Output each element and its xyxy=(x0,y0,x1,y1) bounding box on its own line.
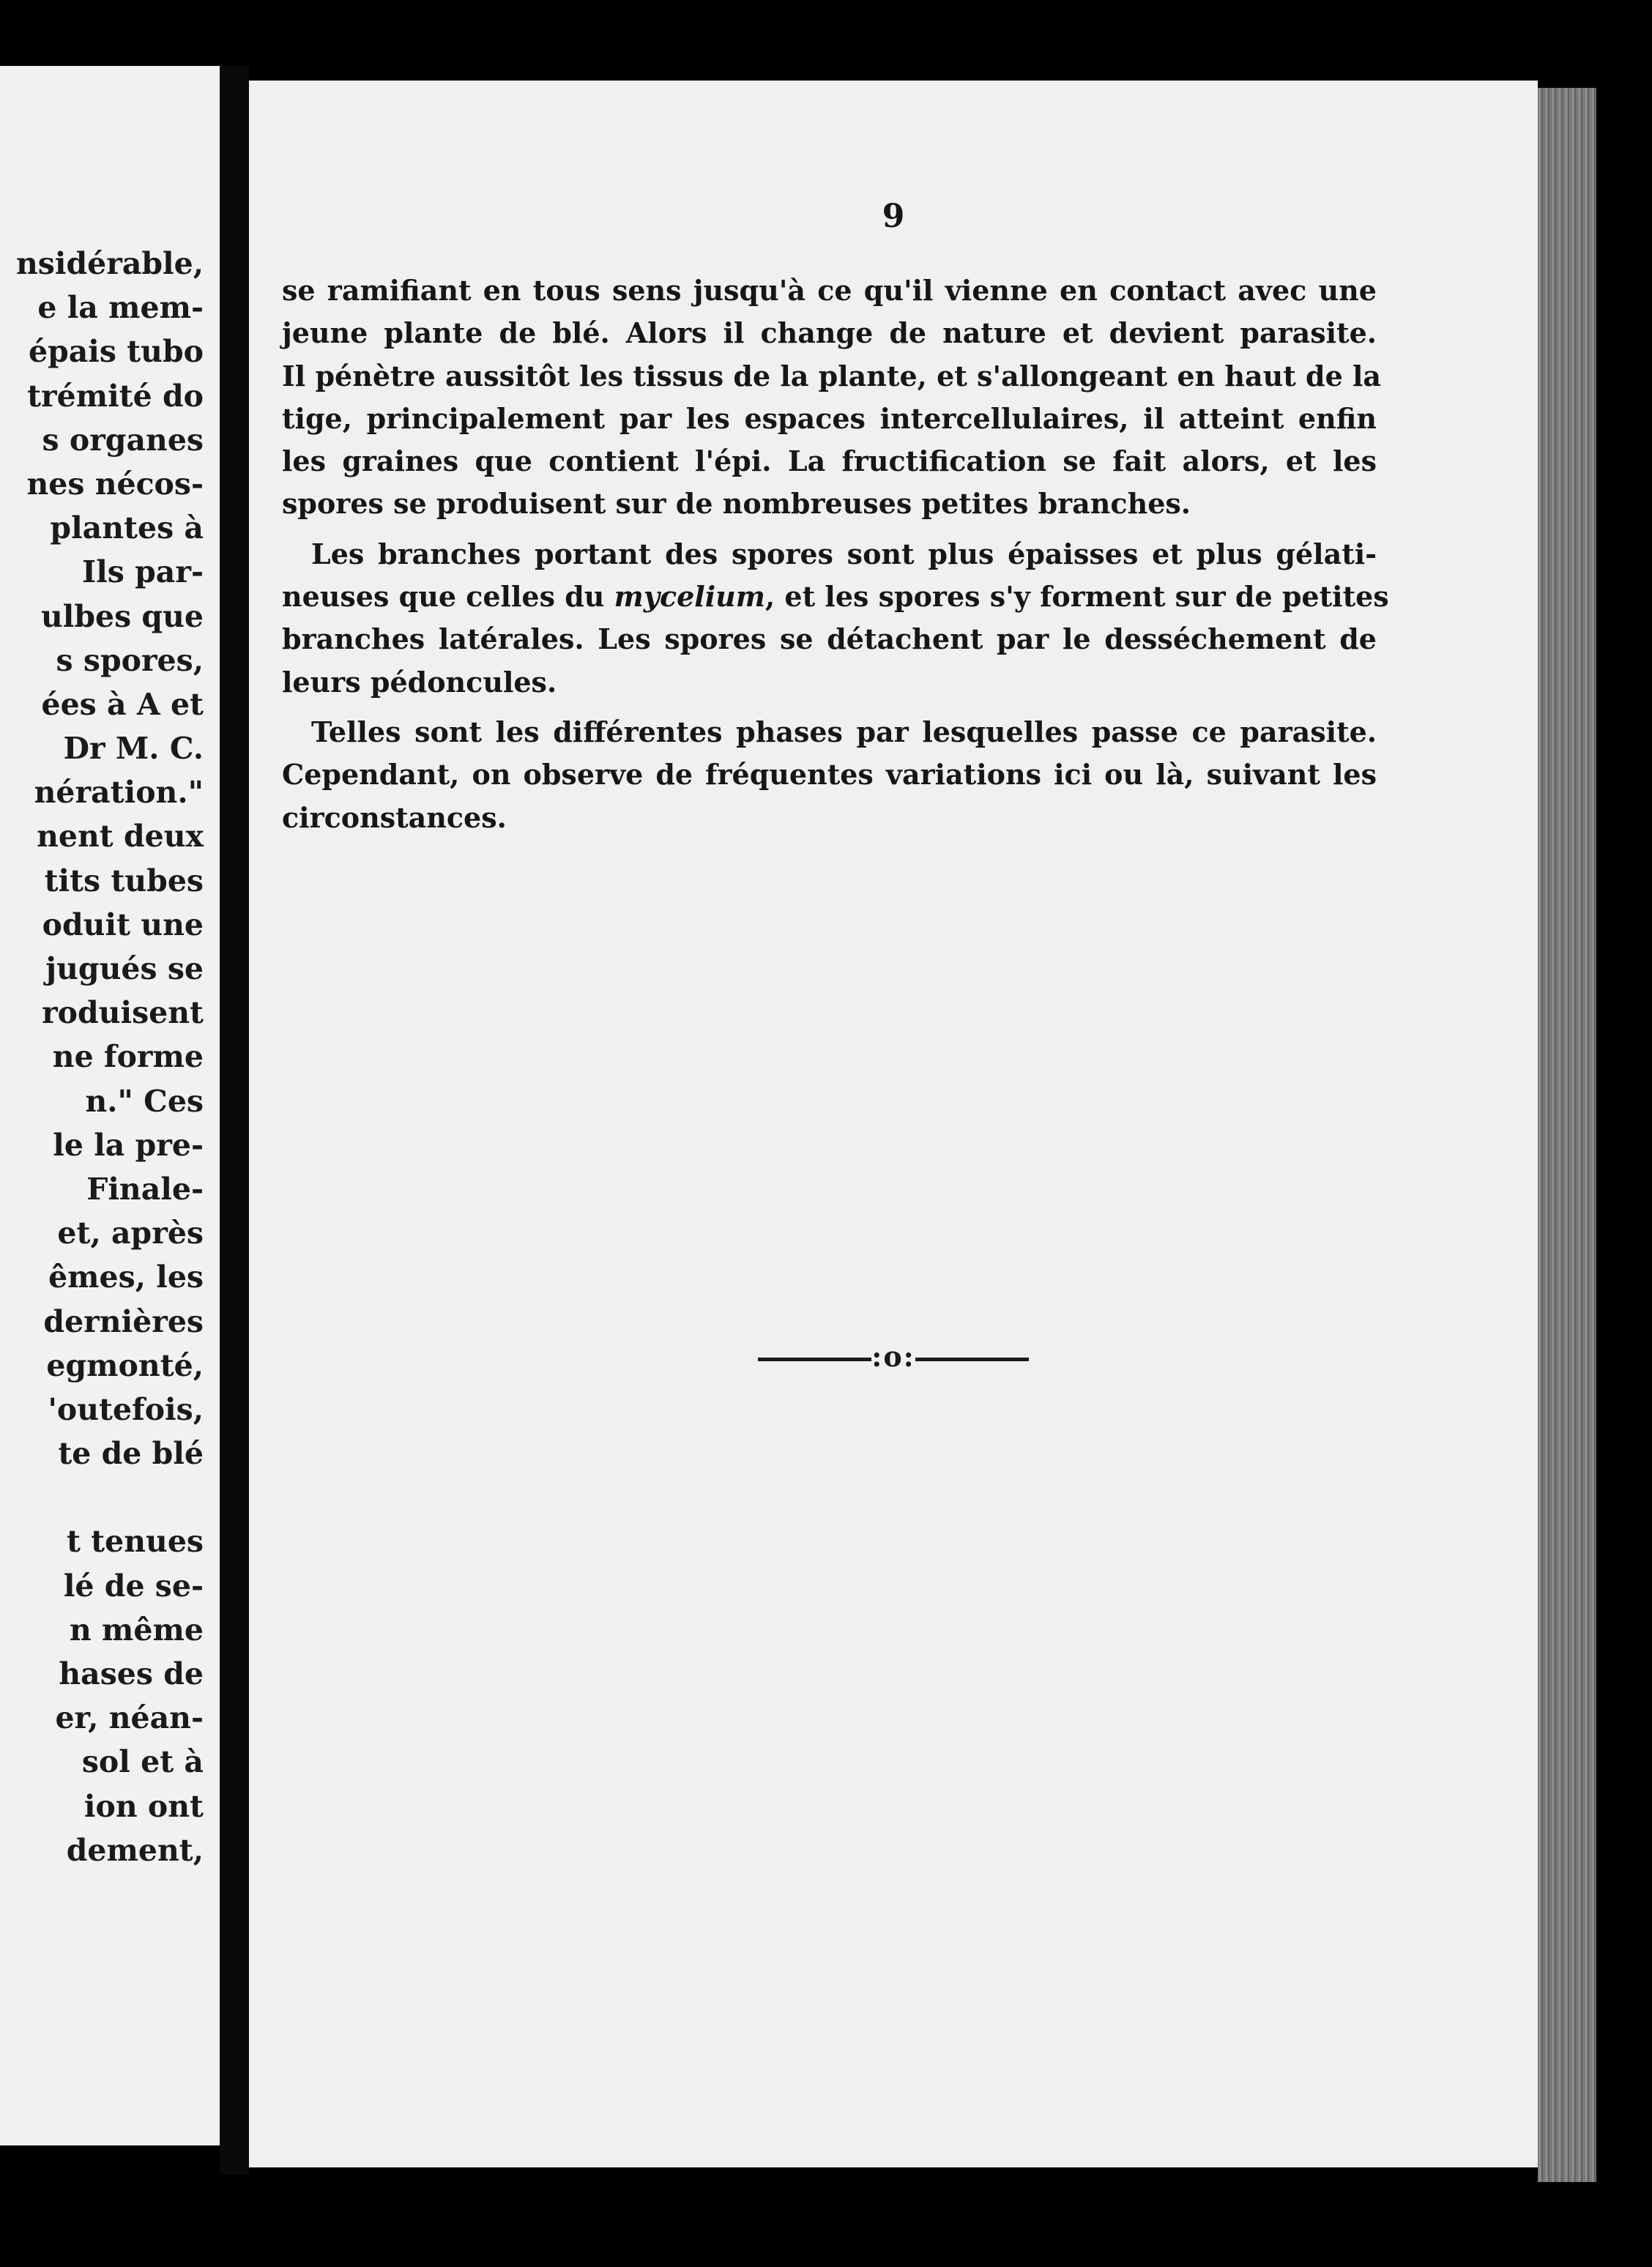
previous-page-line: e la mem- xyxy=(37,290,204,326)
previous-page-line: ées à A et xyxy=(41,686,204,722)
previous-page-line: plantes à xyxy=(50,510,204,546)
previous-page-line: êmes, les xyxy=(48,1259,204,1295)
ornament-glyph: :o: xyxy=(871,1340,915,1373)
previous-page-fragment xyxy=(0,66,220,2145)
ornament-rule-right xyxy=(915,1358,1029,1361)
text-line: tige, principalement par les espaces intercellulaires, il atteint enfin xyxy=(282,401,1377,435)
text-line: les graines que contient l'épi. La fructification se fait alors, et les xyxy=(282,444,1377,478)
page-edge-stack xyxy=(1538,88,1596,2182)
previous-page-line: tits tubes xyxy=(44,863,204,898)
previous-page-line: egmonté, xyxy=(46,1347,204,1383)
text-fragment: , et les spores s'y forment sur de petites xyxy=(764,580,1389,614)
text-line: jeune plante de blé. Alors il change de nature et devient parasite. xyxy=(282,316,1377,350)
previous-page-line: s spores, xyxy=(56,642,204,678)
previous-page-line: trémité do xyxy=(27,378,204,414)
page-number: 9 xyxy=(882,198,905,235)
binding-gutter xyxy=(220,66,249,2175)
previous-page-line: ion ont xyxy=(83,1788,204,1824)
previous-page-text xyxy=(0,242,220,1872)
paragraph-1 xyxy=(282,269,1382,526)
previous-page-line: er, néan- xyxy=(55,1700,204,1736)
previous-page-line: jugués se xyxy=(45,951,204,986)
text-line: se ramifiant en tous sens jusqu'à ce qu'il vienne en contact avec une xyxy=(282,274,1377,307)
previous-page-line: Finale- xyxy=(86,1171,204,1207)
previous-page-line: ulbes que xyxy=(40,598,204,634)
previous-page-line: dement, xyxy=(66,1832,204,1868)
text-line: Il pénètre aussitôt les tissus de la plante, et s'allongeant en haut de la xyxy=(282,359,1382,392)
text-line: branches latérales. Les spores se détachent par le desséchement de xyxy=(282,622,1377,656)
text-fragment: neuses que celles du xyxy=(282,580,614,614)
previous-page-line: sol et à xyxy=(81,1744,204,1780)
previous-page-line: s organes xyxy=(42,422,204,458)
page-9 xyxy=(249,81,1538,2167)
previous-page-line: hases de xyxy=(59,1656,204,1691)
body-text xyxy=(282,269,1389,839)
text-line: Telles sont les différentes phases par lesquelles passe ce parasite. xyxy=(311,715,1377,748)
previous-page-line: nes nécos- xyxy=(26,466,204,502)
previous-page-line: épais tubo xyxy=(28,334,204,370)
previous-page-line: nsidérable, xyxy=(16,246,204,281)
text-line: Cependant, on observe de fréquentes variations ici ou là, suivant les xyxy=(282,758,1377,792)
previous-page-line: t tenues xyxy=(66,1524,204,1560)
previous-page-line: et, après xyxy=(57,1216,204,1251)
section-ornament xyxy=(249,1340,1538,1373)
previous-page-line: nent deux xyxy=(37,819,204,855)
previous-page-line: nération." xyxy=(34,775,204,811)
italic-term: mycelium xyxy=(614,580,765,614)
previous-page-line: 'outefois, xyxy=(48,1391,204,1427)
previous-page-line: ne forme xyxy=(52,1039,204,1075)
paragraph-2 xyxy=(282,533,1389,704)
previous-page-line: le la pre- xyxy=(53,1127,204,1163)
text-line: leurs pédoncules. xyxy=(282,665,557,699)
paragraph-3 xyxy=(282,711,1377,839)
previous-page-line: te de blé xyxy=(58,1436,204,1472)
previous-page-line: n même xyxy=(69,1612,204,1648)
text-line: Les branches portant des spores sont plus épaisses et plus gélati- xyxy=(311,537,1377,570)
previous-page-line: Dr M. C. xyxy=(63,731,204,767)
previous-page-line: oduit une xyxy=(42,907,204,942)
previous-page-line: Ils par- xyxy=(82,554,204,590)
text-line: circonstances. xyxy=(282,800,507,834)
ornament-rule-left xyxy=(758,1358,871,1361)
text-line xyxy=(282,576,1389,618)
previous-page-line xyxy=(0,1475,220,1519)
previous-page-line: n." Ces xyxy=(85,1083,204,1119)
previous-page-line: lé de se- xyxy=(63,1568,204,1604)
previous-page-line: dernières xyxy=(43,1303,204,1339)
text-line: spores se produisent sur de nombreuses petites branches. xyxy=(282,487,1191,521)
previous-page-line: roduisent xyxy=(42,995,204,1031)
